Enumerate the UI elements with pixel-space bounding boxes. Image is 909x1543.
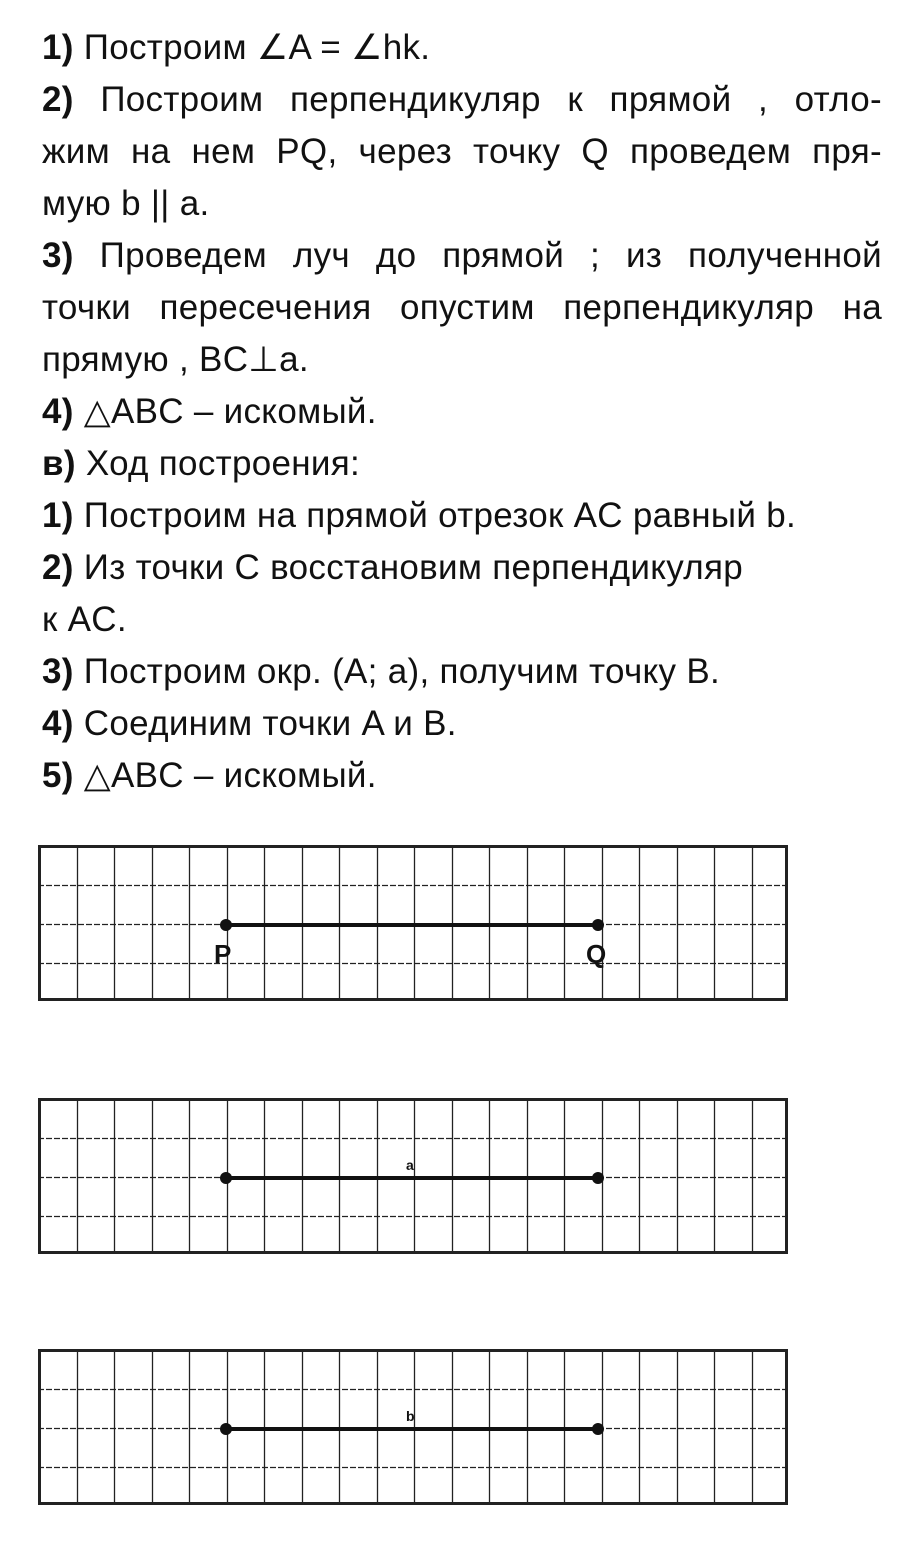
grid-figure-a xyxy=(38,1098,788,1254)
step-a-3-line-2: точки пересечения опустим перпендикуляр на xyxy=(42,288,882,327)
step-b-2-line-2: к AC. xyxy=(42,600,127,639)
step-a-4: 4) △ABC – искомый. xyxy=(42,392,377,431)
grid-figure-b xyxy=(38,1349,788,1505)
solution-text xyxy=(42,22,882,802)
grid-figure-pq xyxy=(38,845,788,1001)
grid-svg-b xyxy=(38,1349,788,1505)
step-a-2-line-2: жим на нем PQ, через точку Q проведем пря- xyxy=(42,132,882,171)
step-b-2-line-1: 2) Из точки C восстановим перпендикуляр xyxy=(42,548,744,587)
step-b-4: 4) Соединим точки A и B. xyxy=(42,704,457,743)
step-b-3: 3) Построим окр. (A; a), получим точку B. xyxy=(42,652,721,691)
step-a-2-line-3: мую b || a. xyxy=(42,184,210,223)
segment-a-end xyxy=(592,1172,604,1184)
step-b-5: 5) △ABC – искомый. xyxy=(42,756,377,795)
label-q: Q xyxy=(586,939,607,969)
step-a-2-line-1: 2) Построим перпендикуляр к прямой , отло- xyxy=(42,80,882,119)
grid-svg-pq xyxy=(38,845,788,1001)
step-b-1: 1) Построим на прямой отрезок AC равный b. xyxy=(42,496,797,535)
segment-b-end xyxy=(592,1423,604,1435)
section-b-heading: в) Ход построения: xyxy=(42,444,361,483)
step-a-1: 1) Построим ∠A = ∠hk. xyxy=(42,28,431,67)
point-q xyxy=(592,919,604,931)
grid-svg-a xyxy=(38,1098,788,1254)
label-p: P xyxy=(214,939,232,969)
point-p xyxy=(220,919,232,931)
step-a-3-line-3: прямую , BC⊥a. xyxy=(42,340,309,379)
step-a-3-line-1: 3) Проведем луч до прямой ; из полученной xyxy=(42,236,883,275)
segment-a-start xyxy=(220,1172,232,1184)
label-b: b xyxy=(406,1408,415,1424)
label-a: a xyxy=(406,1157,414,1173)
segment-b-start xyxy=(220,1423,232,1435)
